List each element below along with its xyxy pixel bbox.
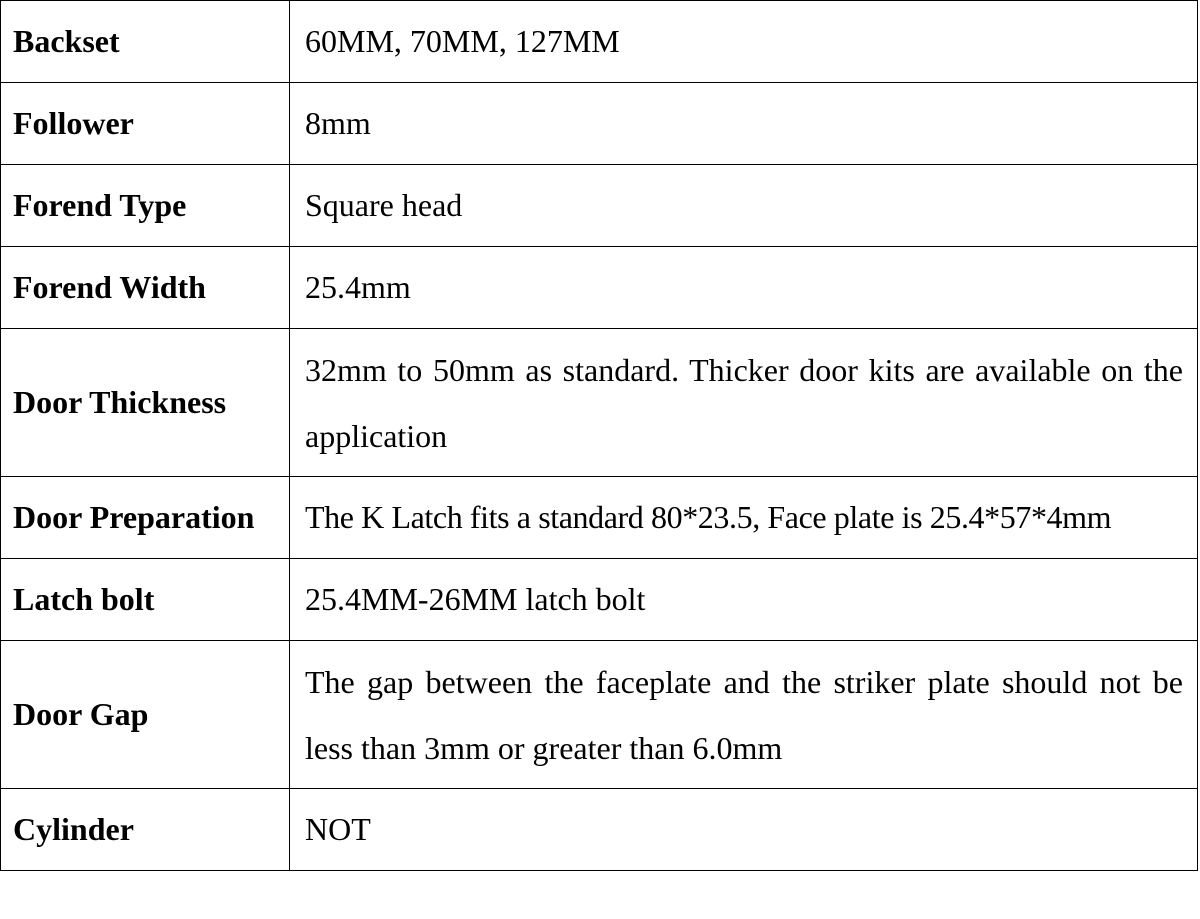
table-row-follower: [1, 83, 1198, 165]
table-row-forend-type: [1, 165, 1198, 247]
row-value: The gap between the faceplate and the striker plate should not be less than 3mm or greater than 6.0mm: [305, 663, 1183, 766]
table-row-door-thickness: [1, 329, 1198, 477]
row-label: Door Thickness: [13, 384, 227, 420]
row-value-cell: [290, 789, 1198, 871]
row-label: Latch bolt: [13, 581, 155, 617]
row-label: Follower: [13, 105, 134, 141]
row-value: Square head: [305, 187, 463, 223]
row-value-cell: [290, 477, 1198, 559]
row-label: Door Preparation: [13, 499, 255, 535]
row-label-cell: [1, 247, 290, 329]
row-label: Backset: [13, 23, 120, 59]
row-label-cell: [1, 83, 290, 165]
row-label-cell: [1, 559, 290, 641]
row-value-cell: [290, 247, 1198, 329]
table-row-door-preparation: [1, 477, 1198, 559]
row-label-cell: [1, 1, 290, 83]
row-label-cell: [1, 477, 290, 559]
row-label-cell: [1, 165, 290, 247]
row-label: Cylinder: [13, 811, 134, 847]
row-value: 25.4mm: [305, 269, 411, 305]
table-row-door-gap: [1, 641, 1198, 789]
row-value: 8mm: [305, 105, 371, 141]
row-value: 32mm to 50mm as standard. Thicker door kits are available on the application: [305, 351, 1183, 454]
row-value: 25.4MM-26MM latch bolt: [305, 581, 646, 617]
row-value: 60MM, 70MM, 127MM: [305, 23, 620, 59]
row-value-cell: [290, 1, 1198, 83]
row-value-cell: [290, 641, 1198, 789]
row-label: Forend Width: [13, 269, 206, 305]
table-row-cylinder: [1, 789, 1198, 871]
row-value: NOT: [305, 811, 371, 847]
row-label-cell: [1, 789, 290, 871]
row-label: Forend Type: [13, 187, 187, 223]
row-label: Door Gap: [13, 696, 149, 732]
row-value-cell: [290, 559, 1198, 641]
row-label-cell: [1, 329, 290, 477]
table-row-backset: [1, 1, 1198, 83]
row-value: The K Latch fits a standard 80*23.5, Face plate is 25.4*57*4mm: [305, 499, 1112, 535]
table-row-latch-bolt: [1, 559, 1198, 641]
row-value-cell: [290, 329, 1198, 477]
table-row-forend-width: [1, 247, 1198, 329]
row-value-cell: [290, 83, 1198, 165]
row-label-cell: [1, 641, 290, 789]
row-value-cell: [290, 165, 1198, 247]
